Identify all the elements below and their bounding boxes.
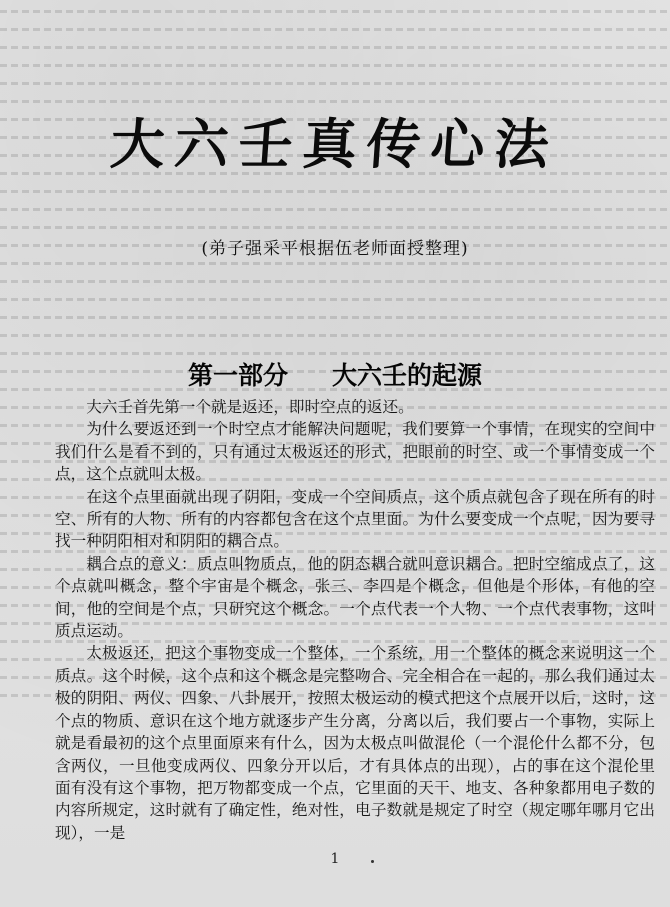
section-heading xyxy=(0,356,670,392)
paragraph: 大六壬首先第一个就是返还，即时空点的返还。 xyxy=(86,398,414,416)
body-text xyxy=(55,396,655,844)
document-title: 大六壬真传心法 xyxy=(108,112,561,176)
paragraph: 在这个点里面就出现了阴阳，变成一个空间质点，这个质点就包含了现在所有的时空、所有的人物、所有的内容都包含在这个点里面。为什么要变成一个点呢，因为要寻找一种阴阳相对和阴阳的耦合点。 xyxy=(55,487,655,551)
paragraph: 耦合点的意义：质点叫物质点，他的阴态耦合就叫意识耦合。把时空缩成点了，这个点就叫概念，整个宇宙是个概念，张三、李四是个概念，但他是个形体，有他的空间，他的空间是个点，只研究这个概念。一个点代表一个人物、一个点代表事物，这叫质点运动。 xyxy=(55,554,655,641)
page-number: 1 xyxy=(330,851,340,867)
section-part-label: 第一部分 xyxy=(187,361,288,390)
paragraph: 太极返还，把这个事物变成一个整体，一个系统，用一个整体的概念来说明这一个质点。这个时候，这个点和这个概念是完整吻合、完全相合在一起的，那么我们通过太极的阴阳、两仪、四象、八卦展开，按照太极运动的模式把这个点展开以后，这时，这个点的物质、意识在这个地方就逐步产生分离，分离以后，我们要占一个事物，实际上就是看最初的这个点里面原来有什么，因为太极点叫做混伦（一个混伦什么都不分，包含两仪，一旦他变成两仪、四象分开以后，才有具体点的出现），占的事在这个混伦里面有没有这个事物，把万物都变成一个点，它里面的天干、地支、各种象都用电子数的内容所规定，这时就有了确定性，绝对性，电子数就是规定了时空（规定哪年哪月它出现），一是 xyxy=(55,644,655,842)
paragraph: 为什么要返还到一个时空点才能解决问题呢，我们要算一个事情，在现实的空间中我们什么是看不到的，只有通过太极返还的形式，把眼前的时空、或一个事情变成一个点，这个点就叫太极。 xyxy=(55,420,655,484)
section-heading-text: 大六壬的起源 xyxy=(332,361,483,390)
stray-mark xyxy=(371,860,374,863)
document-subtitle: (弟子强采平根据伍老师面授整理) xyxy=(201,239,469,259)
